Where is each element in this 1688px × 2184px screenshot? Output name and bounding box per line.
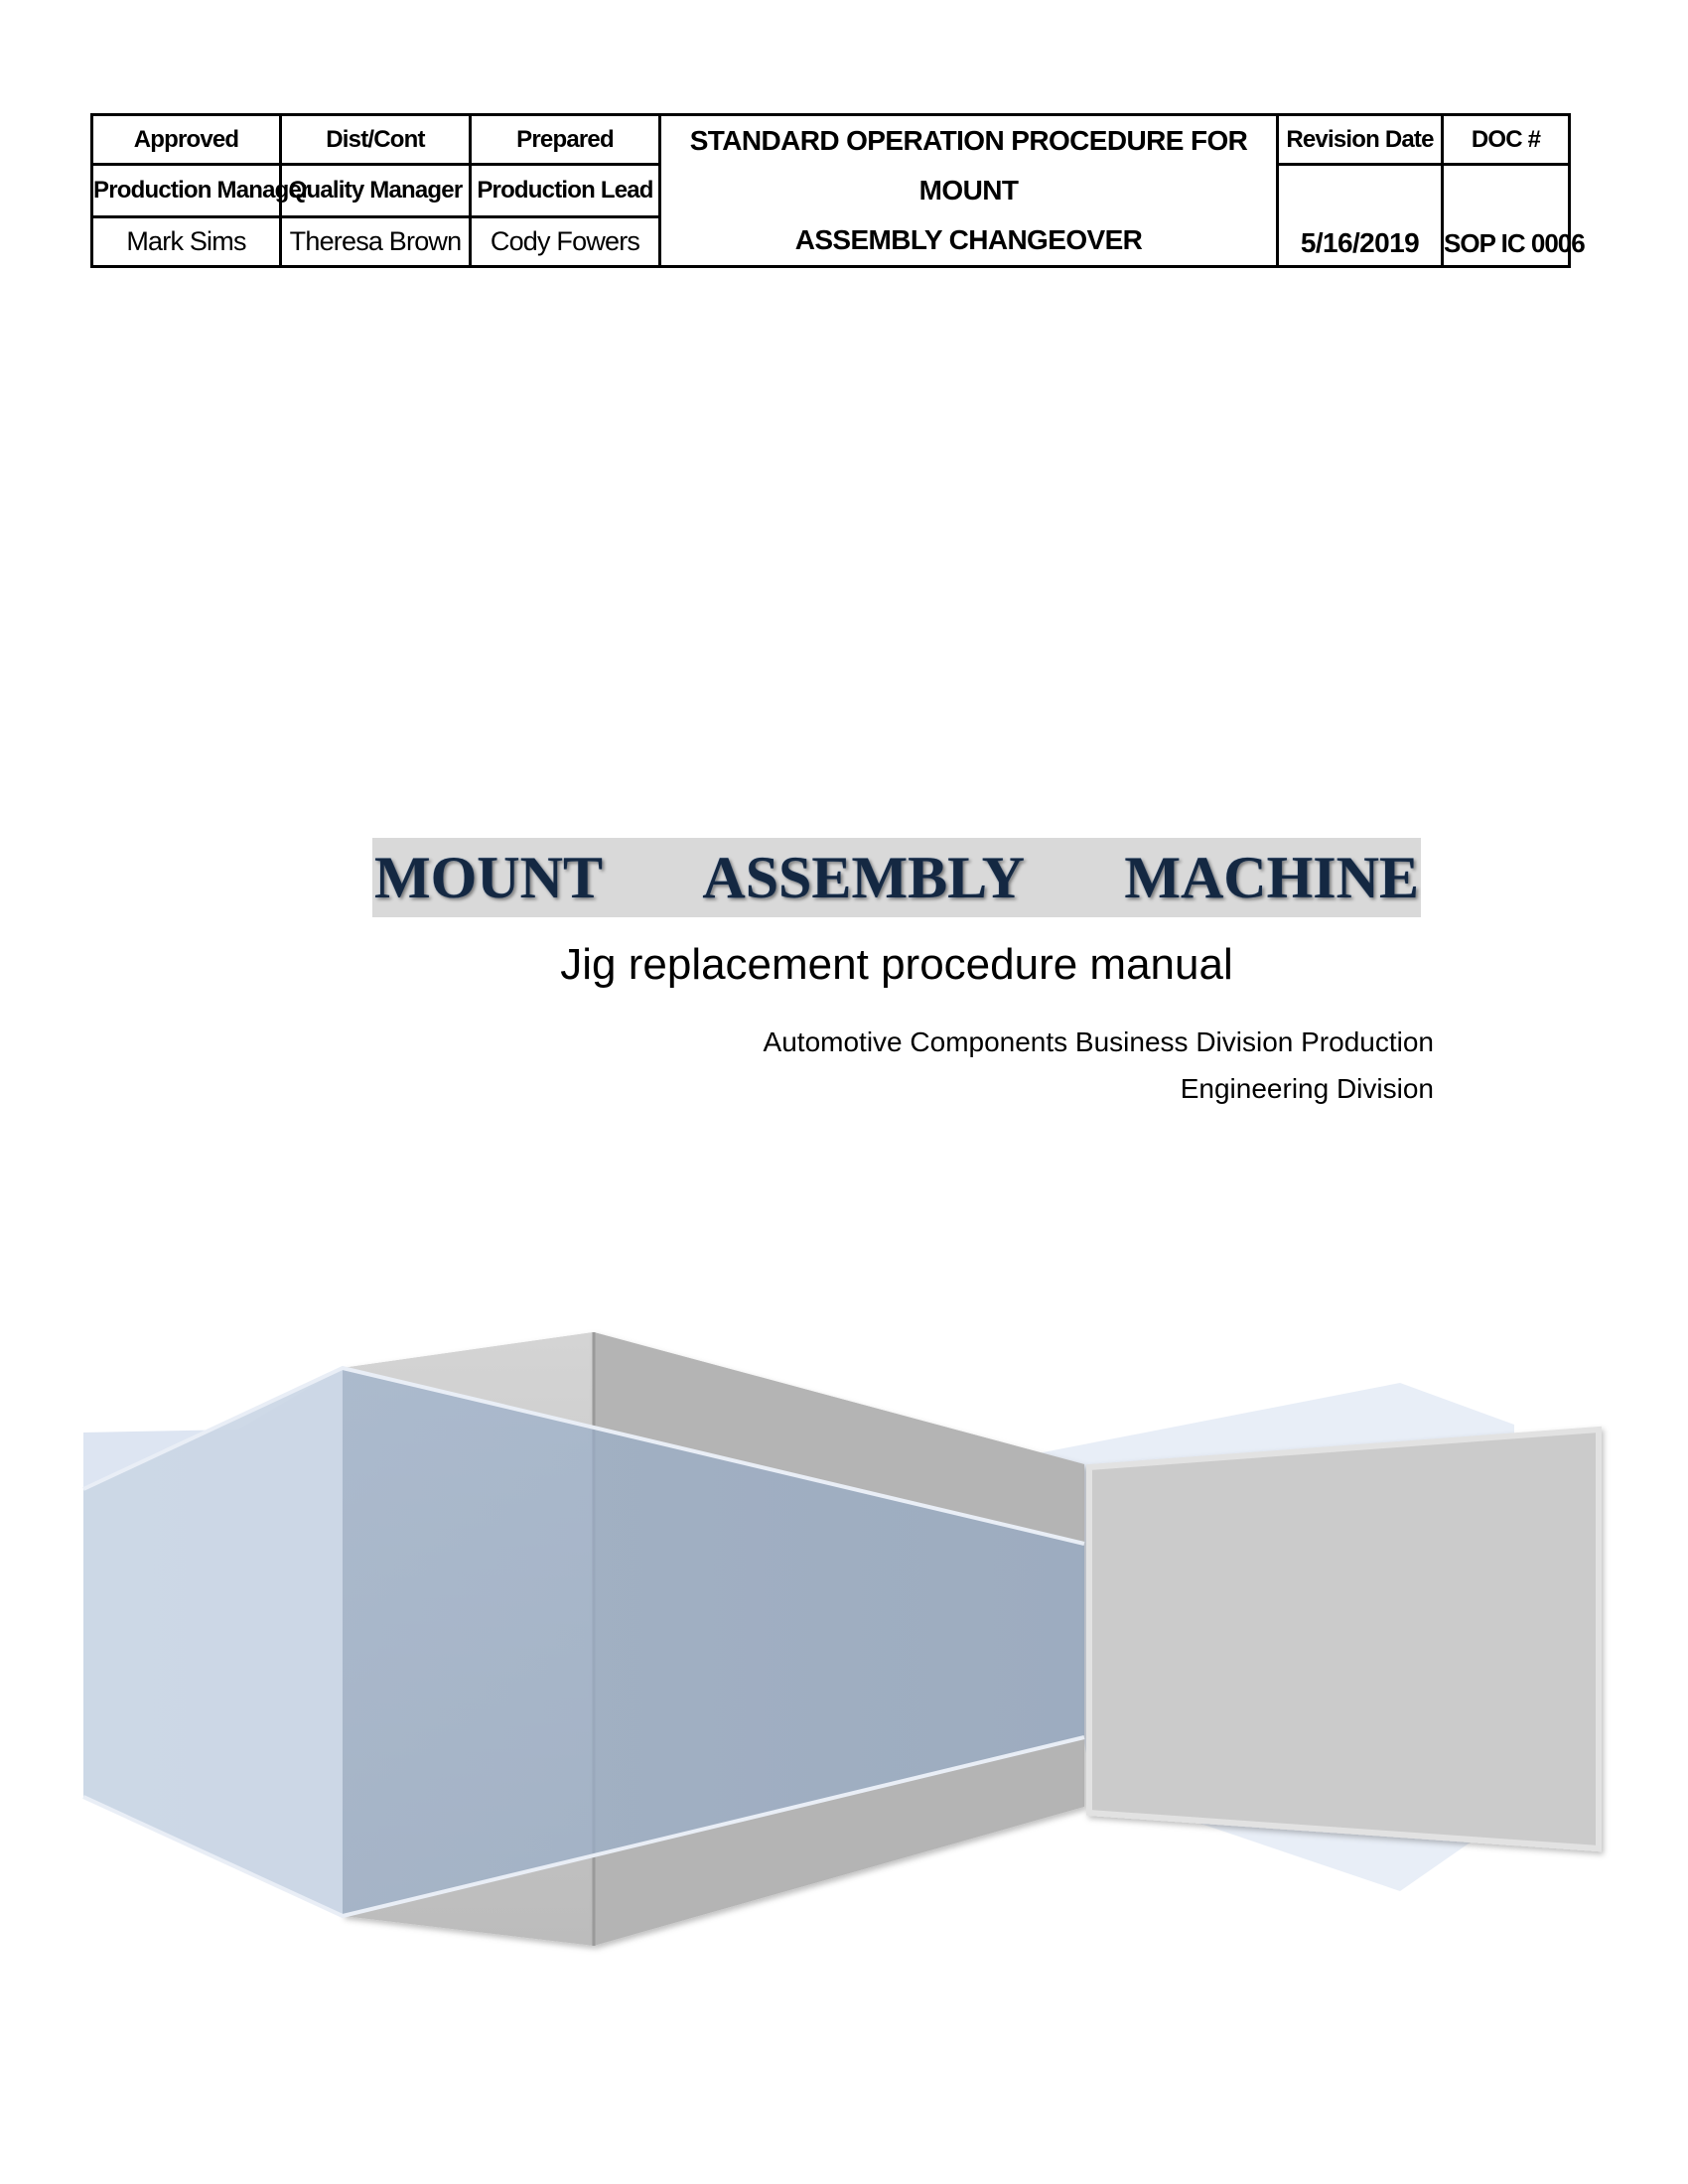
cover-title-word-1: MOUNT: [374, 845, 603, 910]
gray-right-panel: [1089, 1430, 1599, 1848]
dist-cont-header: Dist/Cont: [281, 115, 471, 165]
prepared-name: Cody Fowers: [471, 217, 660, 267]
approved-role: Production Manager: [92, 165, 281, 217]
dist-cont-name: Theresa Brown: [281, 217, 471, 267]
cover-title-word-3: MACHINE: [1124, 845, 1419, 910]
revision-date-value: 5/16/2019: [1278, 165, 1443, 267]
doc-number-header: DOC #: [1443, 115, 1570, 165]
cover-3d-graphic: [0, 1291, 1688, 1985]
division-line-2: Engineering Division: [1180, 1073, 1434, 1104]
dist-cont-role: Quality Manager: [281, 165, 471, 217]
sop-title-line-1: STANDARD OPERATION PROCEDURE FOR MOUNT: [689, 125, 1248, 205]
approved-header: Approved: [92, 115, 281, 165]
cover-title: [372, 838, 1421, 917]
prepared-header: Prepared: [471, 115, 660, 165]
cover-title-word-2: ASSEMBLY: [702, 845, 1025, 910]
document-control-table: [90, 113, 1585, 268]
sop-title-line-2: ASSEMBLY CHANGEOVER: [794, 224, 1143, 255]
cover-subtitle: Jig replacement procedure manual: [560, 940, 1233, 989]
division-line-1: Automotive Components Business Division Production: [763, 1026, 1434, 1057]
doc-number-value: SOP IC 0006: [1443, 165, 1570, 267]
approved-name: Mark Sims: [92, 217, 281, 267]
division-text: [540, 1019, 1434, 1112]
prepared-role: Production Lead: [471, 165, 660, 217]
sop-title-cell: [660, 115, 1278, 267]
revision-date-header: Revision Date: [1278, 115, 1443, 165]
